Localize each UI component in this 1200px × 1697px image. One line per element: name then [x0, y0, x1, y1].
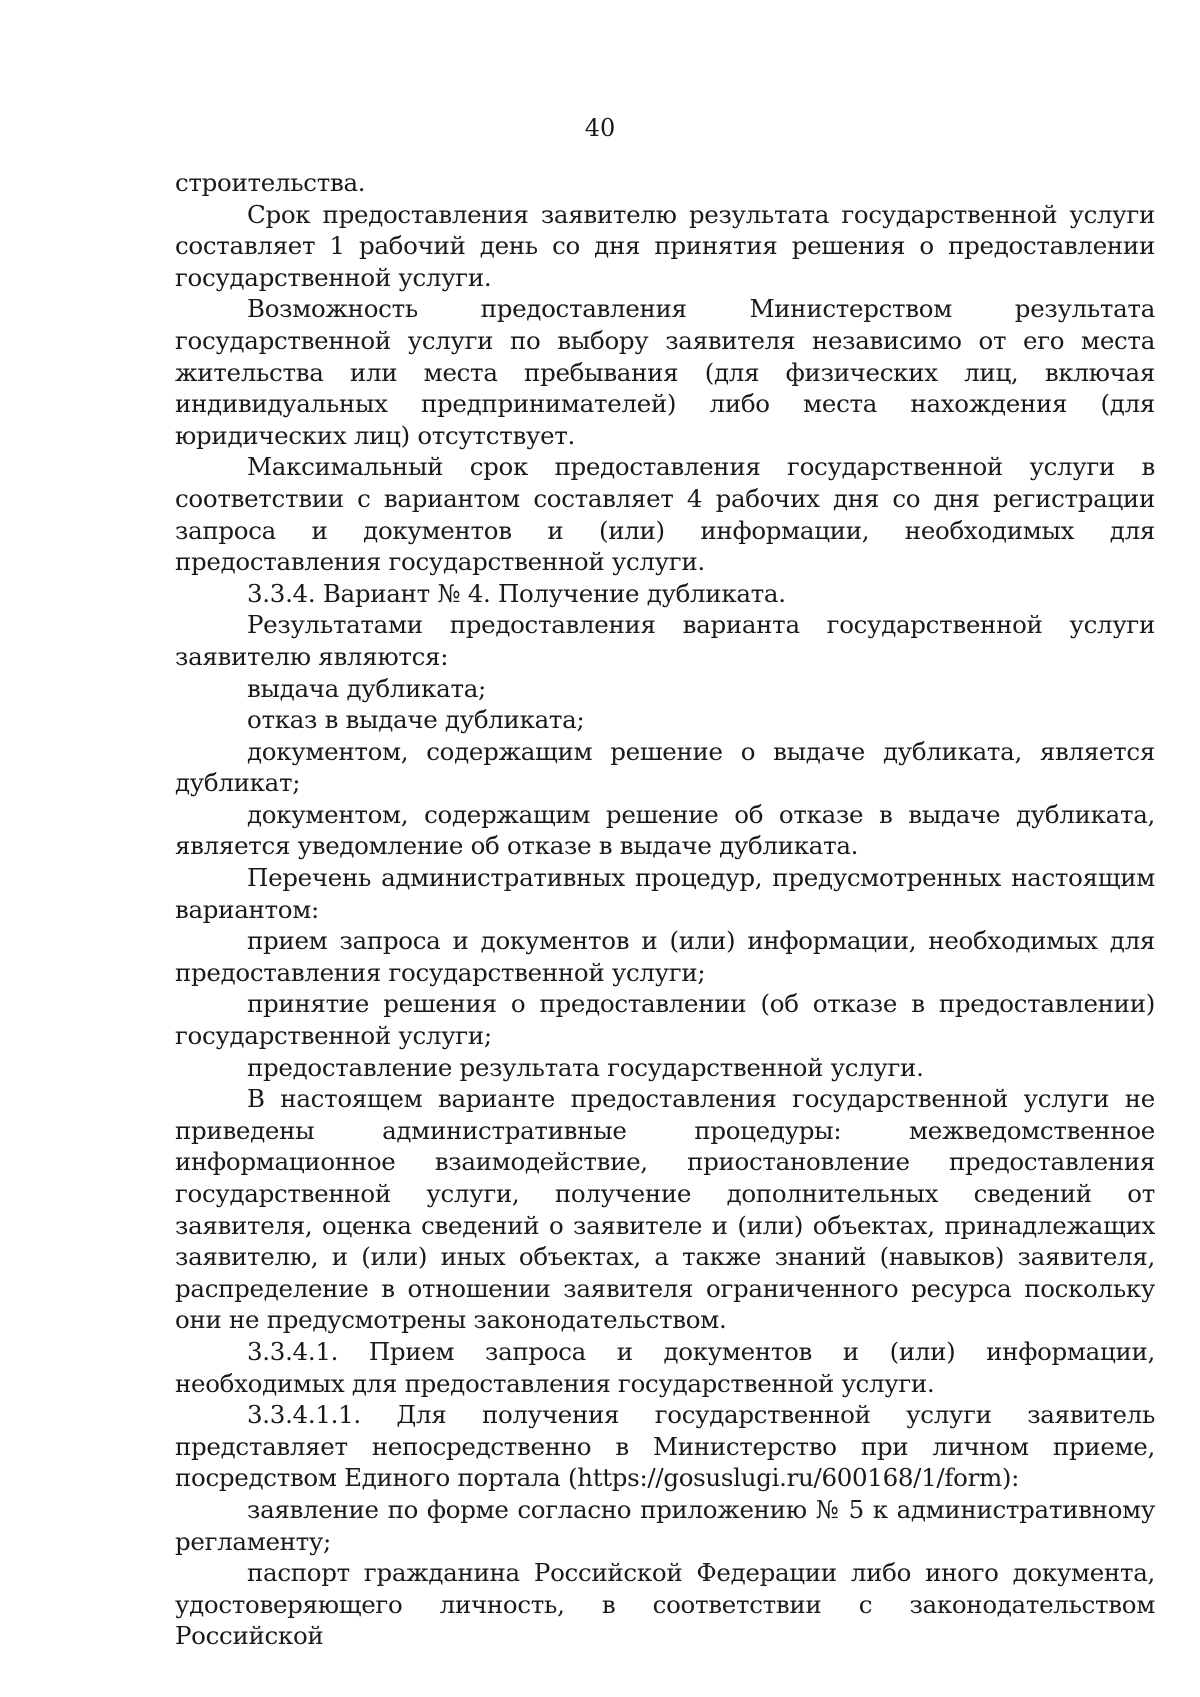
paragraph: Перечень административных процедур, предусмотренных настоящим вариантом: [175, 863, 1155, 924]
paragraph: 3.3.4.1.1. Для получения государственной услуги заявитель представляет непосредственно в Министерство при личном приеме, посредством Единого портала (https://gosuslugi.ru/600168/1/form): [175, 1400, 1155, 1493]
paragraph: документом, содержащим решение о выдаче дубликата, является дубликат; [175, 736, 1155, 798]
page-number: 40 [584, 114, 616, 142]
list-item: заявление по форме согласно приложению № 5 к административному регламенту; [175, 1494, 1155, 1556]
list-item: принятие решения о предоставлении (об отказе в предоставлении) государственной услуги; [175, 989, 1155, 1051]
list-item: выдача дубликата; [247, 673, 486, 703]
paragraph: Срок предоставления заявителю результата государственной услуги составляет 1 рабочий день со дня принятия решения о предоставлении государственной услуги. [175, 199, 1155, 292]
list-item: предоставление результата государственной услуги. [247, 1052, 924, 1082]
list-item: прием запроса и документов и (или) информации, необходимых для предоставления государственной услуги; [175, 926, 1155, 987]
paragraph: документом, содержащим решение об отказе в выдаче дубликата, является уведомление об отказе в выдаче дубликата. [175, 799, 1155, 861]
document-body [175, 167, 1155, 1652]
paragraph: В настоящем варианте предоставления государственной услуги не приведены административные процедуры: межведомственное информационное взаимодействие, приостановление предоставления государственной услуги, получение дополнительных сведений от заявителя, оценка сведений о заявителе и (или) объектах, принадлежащих заявителю, и (или) иных объектах, а также знаний (навыков) заявителя, распределение в отношении заявителя ограниченного ресурса поскольку они не предусмотрены законодательством. [175, 1084, 1155, 1335]
paragraph: Возможность предоставления Министерством результата государственной услуги по выбору заявителя независимо от его места жительства или места пребывания (для физических лиц, включая индивидуальных предпринимателей) либо места нахождения (для юридических лиц) отсутствует. [175, 294, 1155, 450]
paragraph: Результатами предоставления варианта государственной услуги заявителю являются: [175, 610, 1155, 671]
section-heading: 3.3.4. Вариант № 4. Получение дубликата. [247, 578, 786, 608]
paragraph-continuation: строительства. [175, 168, 366, 197]
list-item: отказ в выдаче дубликата; [247, 705, 585, 735]
section-heading: 3.3.4.1. Прием запроса и документов и (или) информации, необходимых для предоставления государственной услуги. [175, 1336, 1155, 1398]
paragraph: Максимальный срок предоставления государственной услуги в соответствии с вариантом составляет 4 рабочих дня со дня регистрации запроса и документов и (или) информации, необходимых для предоставления государственной услуги. [175, 452, 1155, 577]
list-item: паспорт гражданина Российской Федерации либо иного документа, удостоверяющего личность, в соответствии с законодательством Российской [175, 1558, 1155, 1651]
